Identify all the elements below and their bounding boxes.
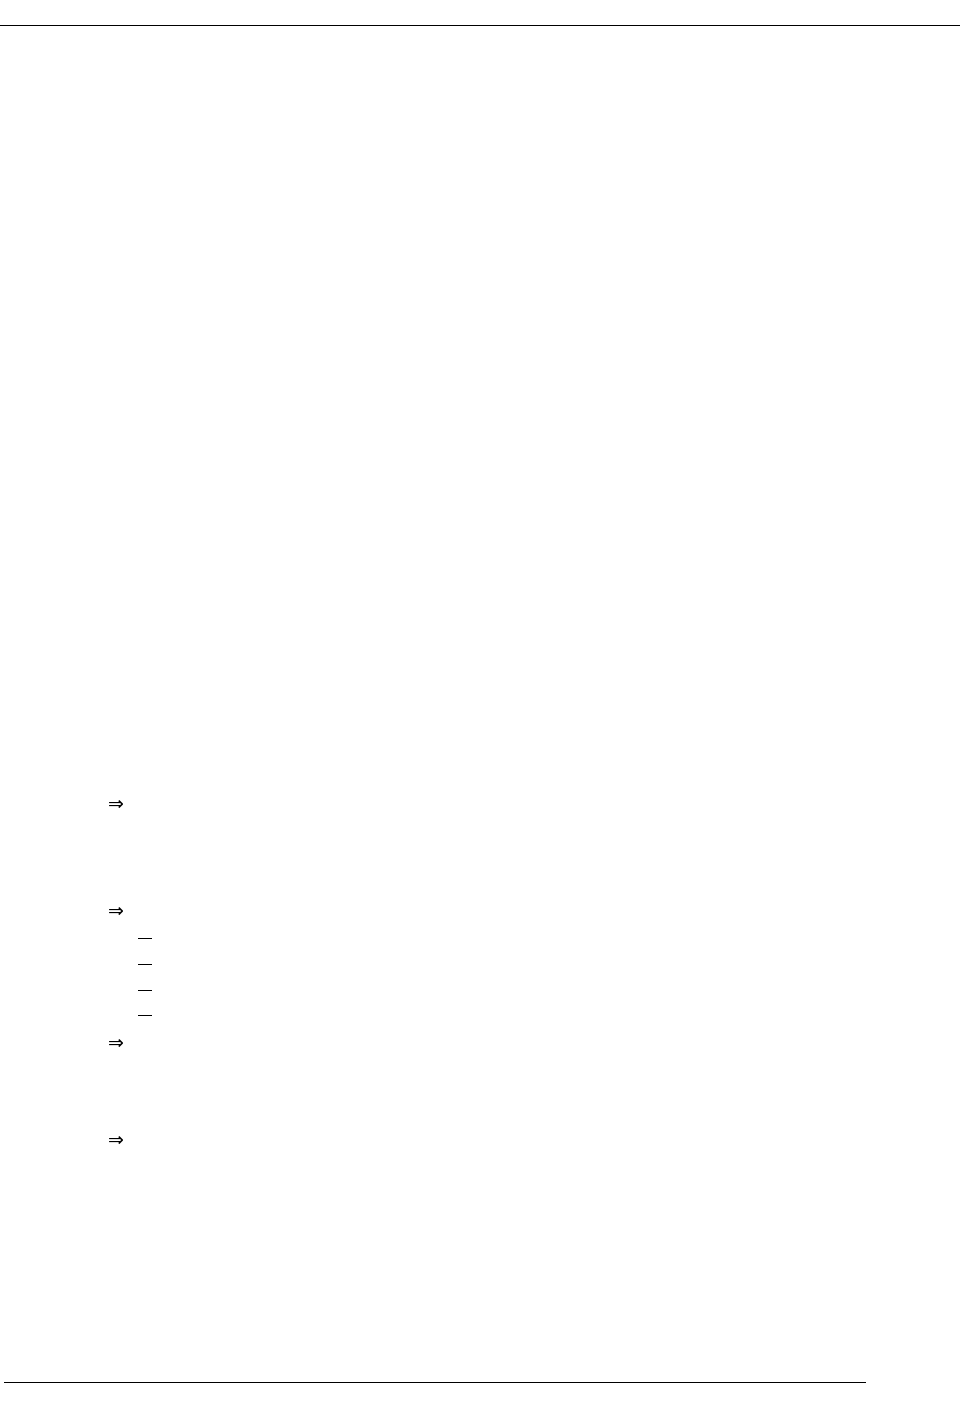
double-right-arrow-icon: ⇒ bbox=[108, 1129, 124, 1151]
double-right-arrow-icon: ⇒ bbox=[108, 1032, 124, 1054]
equipment-heading bbox=[71, 767, 181, 787]
dash-bullet-icon bbox=[138, 964, 152, 965]
params-heading bbox=[71, 619, 114, 639]
dash-bullet-icon bbox=[138, 990, 152, 991]
dash-bullet-icon bbox=[138, 938, 152, 939]
section-heading-7-2 bbox=[71, 512, 120, 534]
section-heading-7-3 bbox=[4, 1258, 25, 1280]
double-right-arrow-icon: ⇒ bbox=[108, 900, 124, 922]
double-right-arrow-icon: ⇒ bbox=[108, 793, 124, 815]
footer-divider bbox=[4, 1382, 866, 1383]
dash-bullet-icon bbox=[138, 1015, 152, 1016]
header-divider bbox=[0, 25, 960, 26]
